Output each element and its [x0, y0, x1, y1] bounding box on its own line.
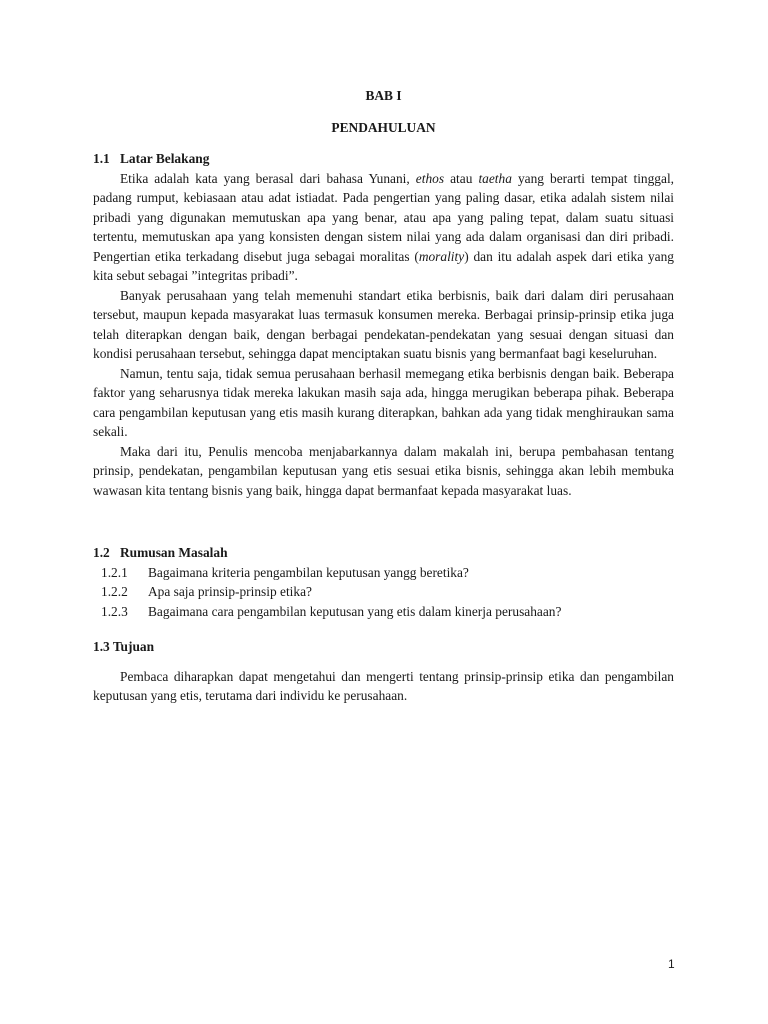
term-ethos: ethos — [415, 170, 445, 186]
list-item-number: 1.2.1 — [101, 564, 128, 580]
page-number: 1 — [668, 957, 675, 971]
chapter-title: PENDAHULUAN — [331, 119, 436, 135]
document-page — [93, 86, 674, 706]
list-item-number: 1.2.2 — [101, 584, 128, 599]
text-run: Etika adalah kata yang berasal dari bahasa Yunani, — [120, 170, 416, 186]
section-number: 1.2 — [93, 545, 110, 560]
paragraph-namun: Namun, tentu saja, tidak semua perusahaan berhasil memegang etika berbisnis dengan baik. Beberapa faktor yang seharusnya tidak mereka lakukan masih saja ada, hingga merugikan beberapa pihak. Beberapa cara pengambilan keputusan yang etis masih kurang diterapkan, bahkan ada yang tidak menghiraukan sama sekali. — [93, 365, 674, 439]
rumusan-masalah-list — [93, 563, 674, 622]
paragraph-tujuan: Pembaca diharapkan dapat mengetahui dan mengerti tentang prinsip-prinsip etika dan pengambilan keputusan yang etis, terutama dari individu ke perusahaan. — [93, 668, 674, 703]
term-taetha: taetha — [478, 170, 512, 186]
list-item-text: Bagaimana kriteria pengambilan keputusan yangg beretika? — [148, 564, 469, 580]
paragraph-etika-definition — [93, 169, 674, 286]
list-item-text: Apa saja prinsip-prinsip etika? — [148, 584, 312, 599]
text-run: atau — [444, 170, 479, 186]
section-heading-latar-belakang — [93, 149, 674, 169]
term-morality: morality — [418, 248, 465, 264]
list-item-text: Bagaimana cara pengambilan keputusan yang etis dalam kinerja perusahaan? — [148, 603, 562, 619]
section-heading-tujuan: 1.3 Tujuan — [93, 639, 155, 654]
section-number: 1.1 — [93, 151, 110, 166]
list-item — [93, 582, 674, 602]
list-item — [93, 602, 674, 622]
text-run: ) dan itu adalah aspek dari etika yang kita sebut sebagai ”integritas pribadi”. — [93, 248, 674, 283]
chapter-label: BAB I — [365, 88, 402, 103]
paragraph-maka: Maka dari itu, Penulis mencoba menjabarkannya dalam makalah ini, berupa pembahasan tentang prinsip, pendekatan, pengambilan keputusan yang etis sesuai etika bisnis, sehingga akan lebih membuka wawasan kita tentang bisnis yang baik, hingga dapat bermanfaat kepada masyarakat luas. — [93, 443, 674, 498]
section-title: Rumusan Masalah — [120, 545, 228, 560]
paragraph-perusahaan-standart: Banyak perusahaan yang telah memenuhi standart etika berbisnis, baik dari dalam diri perusahaan tersebut, maupun kepada masyarakat luas termasuk konsumen mereka. Berbagai prinsip-prinsip etika juga telah diterapkan dengan baik, dengan berbagai pendekatan-pendekatan yang sesuai dengan situasi dan kondisi perusahaan tersebut, sehingga dapat menciptakan suatu bisnis yang bermanfaat bagi keseluruhan. — [93, 287, 674, 361]
section-title: Latar Belakang — [120, 151, 210, 166]
section-heading-rumusan-masalah — [93, 543, 674, 563]
list-item-number: 1.2.3 — [101, 603, 128, 619]
text-run: yang berarti tempat tinggal, padang rumput, kebiasaan atau adat istiadat. Pada pengertian yang paling dasar, etika adalah sistem nilai pribadi yang digunakan memutuskan apa yang benar, atau apa yang paling tepat, dalam suatu situasi tertentu, memutuskan apa yang konsisten dengan sistem nilai yang ada dalam organisasi dan diri pribadi. Pengertian etika terkadang disebut juga sebagai moralitas ( — [93, 170, 675, 264]
list-item — [93, 563, 674, 583]
